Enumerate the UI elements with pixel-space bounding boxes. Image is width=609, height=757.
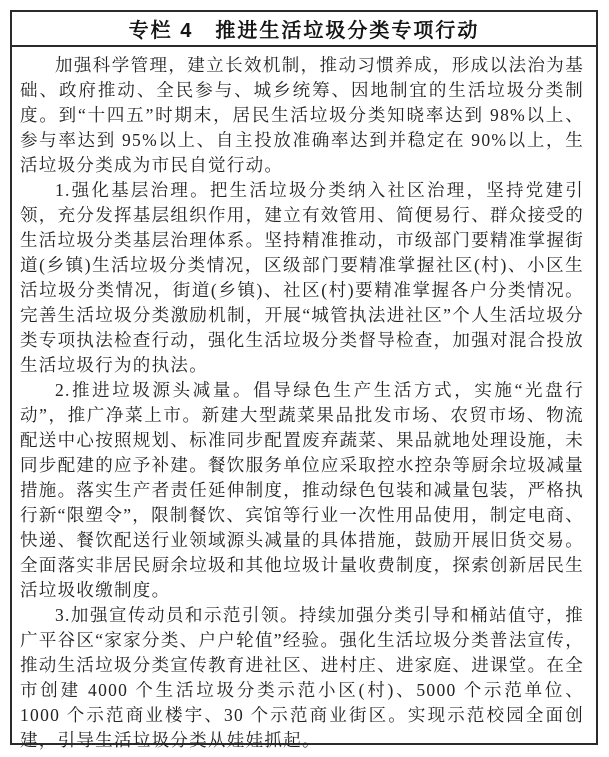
panel-header	[12, 12, 596, 47]
paragraph-item-3-publicity-demonstration: 3.加强宣传动员和示范引领。持续加强分类引导和桶站值守，推广平谷区“家家分类、户户轮值”经验。强化生活垃圾分类普法宣传，推动生活垃圾分类宣传教育进社区、进村庄、进家庭、进课堂。在全市创建 4000 个生活垃圾分类示范小区(村)、5000 个示范单位、1000 个示范商业楼宇、30 个示范商业街区。实现示范校园全面创建，引导生活垃圾分类从娃娃抓起。	[20, 605, 584, 750]
policy-column-box	[10, 10, 598, 750]
paragraph-item-1-grassroots-governance: 1.强化基层治理。把生活垃圾分类纳入社区治理，坚持党建引领，充分发挥基层组织作用，建立有效管用、简便易行、群众接受的生活垃圾分类基层治理体系。坚持精准推动，市级部门要精准掌握街道(乡镇)生活垃圾分类情况，区级部门要精准掌握社区(村)、小区生活垃圾分类情况，街道(乡镇)、社区(村)要精准掌握各户分类情况。完善生活垃圾分类激励机制，开展“城管执法进社区”个人生活垃圾分类专项执法检查行动，强化生活垃圾分类督导检查，加强对混合投放生活垃圾行为的执法。	[20, 180, 584, 375]
paragraph-overview: 加强科学管理，建立长效机制，推动习惯养成，形成以法治为基础、政府推动、全民参与、城乡统筹、因地制宜的生活垃圾分类制度。到“十四五”时期末，居民生活垃圾分类知晓率达到 98%以上、参与率达到 95%以上、自主投放准确率达到并稳定在 90%以上，生活垃圾分类成为市民自觉行动。	[20, 55, 584, 175]
panel-body	[12, 47, 596, 753]
paragraph-item-2-source-reduction: 2.推进垃圾源头减量。倡导绿色生产生活方式，实施“光盘行动”，推广净菜上市。新建大型蔬菜果品批发市场、农贸市场、物流配送中心按照规划、标准同步配置废弃蔬菜、果品就地处理设施，未同步配建的应予补建。餐饮服务单位应采取控水控杂等厨余垃圾减量措施。落实生产者责任延伸制度，推动绿色包装和减量包装，严格执行新“限塑令”，限制餐饮、宾馆等行业一次性用品使用，制定电商、快递、餐饮配送行业领域源头减量的具体措施，鼓励开展旧货交易。全面落实非居民厨余垃圾和其他垃圾计量收费制度，探索创新居民生活垃圾收缴制度。	[20, 380, 584, 600]
panel-title: 专栏 4 推进生活垃圾分类专项行动	[128, 20, 480, 42]
